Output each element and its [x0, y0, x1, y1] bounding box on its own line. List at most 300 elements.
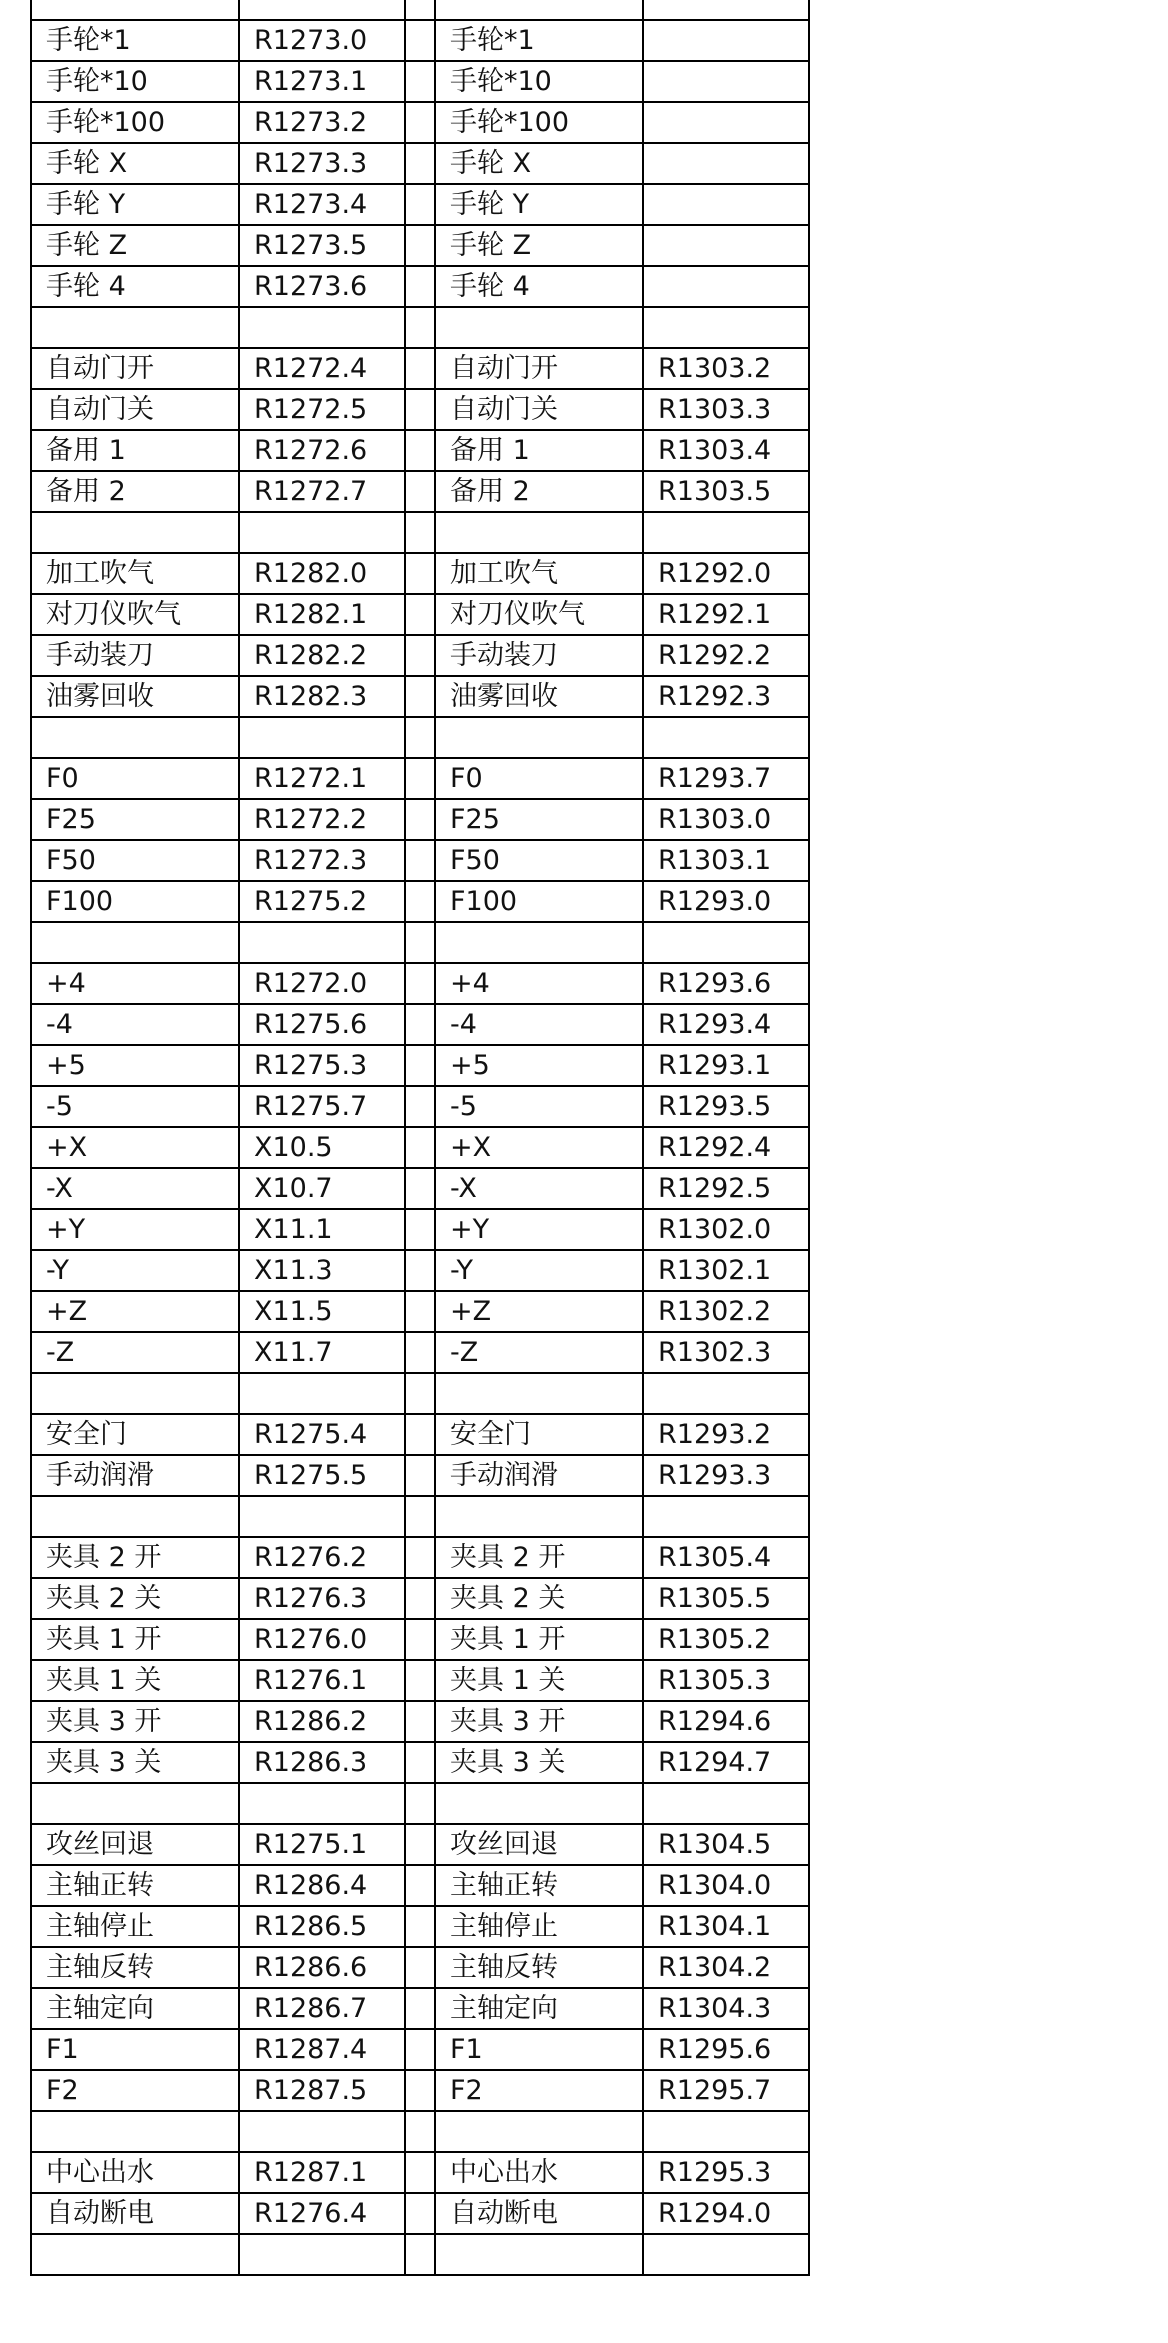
left-address-cell: X11.5	[239, 1291, 405, 1332]
left-signal-name-cell	[31, 1373, 239, 1414]
right-address-cell: R1292.0	[643, 553, 809, 594]
table-row	[31, 1004, 809, 1045]
right-address-cell: R1302.0	[643, 1209, 809, 1250]
right-signal-name-cell: 手轮 Z	[435, 225, 643, 266]
separator-cell	[405, 0, 435, 20]
separator-cell	[405, 2070, 435, 2111]
right-signal-name-cell: 手轮 Y	[435, 184, 643, 225]
left-address-cell: R1273.5	[239, 225, 405, 266]
separator-cell	[405, 307, 435, 348]
right-signal-name-cell: 夹具 1 开	[435, 1619, 643, 1660]
left-signal-name-cell: 主轴正转	[31, 1865, 239, 1906]
separator-cell	[405, 471, 435, 512]
separator-cell	[405, 1496, 435, 1537]
separator-cell	[405, 799, 435, 840]
separator-cell	[405, 717, 435, 758]
right-address-cell	[643, 307, 809, 348]
right-address-cell	[643, 1496, 809, 1537]
right-signal-name-cell: 攻丝回退	[435, 1824, 643, 1865]
separator-cell	[405, 1947, 435, 1988]
left-signal-name-cell: 攻丝回退	[31, 1824, 239, 1865]
table-row	[31, 1906, 809, 1947]
right-address-cell	[643, 102, 809, 143]
separator-cell	[405, 61, 435, 102]
left-signal-name-cell: 夹具 1 关	[31, 1660, 239, 1701]
table-row	[31, 635, 809, 676]
right-signal-name-cell	[435, 922, 643, 963]
left-address-cell: R1272.6	[239, 430, 405, 471]
right-signal-name-cell	[435, 512, 643, 553]
right-address-cell	[643, 1373, 809, 1414]
table-row	[31, 2234, 809, 2275]
left-signal-name-cell: 手轮*10	[31, 61, 239, 102]
separator-cell	[405, 2152, 435, 2193]
table-row	[31, 1660, 809, 1701]
separator-cell	[405, 1086, 435, 1127]
right-signal-name-cell	[435, 0, 643, 20]
table-row	[31, 1742, 809, 1783]
right-address-cell: R1293.3	[643, 1455, 809, 1496]
left-signal-name-cell: 中心出水	[31, 2152, 239, 2193]
left-address-cell: X11.3	[239, 1250, 405, 1291]
separator-cell	[405, 1783, 435, 1824]
left-signal-name-cell: 手动润滑	[31, 1455, 239, 1496]
separator-cell	[405, 1578, 435, 1619]
left-address-cell: R1275.7	[239, 1086, 405, 1127]
left-address-cell: R1275.4	[239, 1414, 405, 1455]
separator-cell	[405, 1701, 435, 1742]
right-address-cell: R1295.3	[643, 2152, 809, 2193]
left-signal-name-cell: F0	[31, 758, 239, 799]
table-row	[31, 1578, 809, 1619]
separator-cell	[405, 1537, 435, 1578]
right-address-cell	[643, 1783, 809, 1824]
table-row	[31, 307, 809, 348]
right-address-cell: R1294.7	[643, 1742, 809, 1783]
right-address-cell	[643, 717, 809, 758]
left-signal-name-cell	[31, 1496, 239, 1537]
right-signal-name-cell: 自动断电	[435, 2193, 643, 2234]
left-address-cell: R1272.0	[239, 963, 405, 1004]
left-address-cell: R1275.6	[239, 1004, 405, 1045]
table-row	[31, 1824, 809, 1865]
left-address-cell: R1273.2	[239, 102, 405, 143]
table-row	[31, 2070, 809, 2111]
table-row	[31, 348, 809, 389]
right-address-cell: R1295.6	[643, 2029, 809, 2070]
right-signal-name-cell: 手轮*100	[435, 102, 643, 143]
left-address-cell: R1272.5	[239, 389, 405, 430]
table-row	[31, 1783, 809, 1824]
right-signal-name-cell: 手轮 X	[435, 143, 643, 184]
separator-cell	[405, 1619, 435, 1660]
left-signal-name-cell: 夹具 1 开	[31, 1619, 239, 1660]
left-signal-name-cell: -5	[31, 1086, 239, 1127]
table-row	[31, 1086, 809, 1127]
separator-cell	[405, 20, 435, 61]
right-signal-name-cell: 加工吹气	[435, 553, 643, 594]
separator-cell	[405, 1988, 435, 2029]
right-address-cell: R1304.2	[643, 1947, 809, 1988]
right-signal-name-cell: 主轴正转	[435, 1865, 643, 1906]
left-signal-name-cell	[31, 307, 239, 348]
right-signal-name-cell: 自动门关	[435, 389, 643, 430]
left-signal-name-cell: 主轴定向	[31, 1988, 239, 2029]
right-signal-name-cell: 主轴停止	[435, 1906, 643, 1947]
right-signal-name-cell: 主轴定向	[435, 1988, 643, 2029]
left-signal-name-cell: -Z	[31, 1332, 239, 1373]
left-signal-name-cell: -4	[31, 1004, 239, 1045]
left-address-cell: R1286.5	[239, 1906, 405, 1947]
separator-cell	[405, 102, 435, 143]
left-address-cell	[239, 2111, 405, 2152]
right-signal-name-cell: 夹具 2 关	[435, 1578, 643, 1619]
left-address-cell	[239, 922, 405, 963]
right-address-cell	[643, 512, 809, 553]
left-signal-name-cell: +4	[31, 963, 239, 1004]
left-address-cell: R1286.3	[239, 1742, 405, 1783]
left-signal-name-cell: 主轴反转	[31, 1947, 239, 1988]
right-address-cell: R1304.5	[643, 1824, 809, 1865]
left-address-cell: R1275.2	[239, 881, 405, 922]
right-address-cell: R1304.3	[643, 1988, 809, 2029]
right-address-cell	[643, 143, 809, 184]
separator-cell	[405, 1209, 435, 1250]
separator-cell	[405, 635, 435, 676]
left-signal-name-cell: F2	[31, 2070, 239, 2111]
table-row	[31, 1619, 809, 1660]
right-signal-name-cell	[435, 2234, 643, 2275]
table-row	[31, 471, 809, 512]
left-address-cell: X11.7	[239, 1332, 405, 1373]
right-address-cell: R1303.4	[643, 430, 809, 471]
separator-cell	[405, 430, 435, 471]
right-signal-name-cell	[435, 307, 643, 348]
separator-cell	[405, 922, 435, 963]
left-address-cell: R1272.2	[239, 799, 405, 840]
separator-cell	[405, 963, 435, 1004]
right-signal-name-cell: 手动装刀	[435, 635, 643, 676]
table-row	[31, 1537, 809, 1578]
left-address-cell: X10.7	[239, 1168, 405, 1209]
table-row	[31, 2193, 809, 2234]
left-address-cell: R1286.7	[239, 1988, 405, 2029]
left-signal-name-cell: 夹具 2 开	[31, 1537, 239, 1578]
right-address-cell	[643, 2111, 809, 2152]
left-signal-name-cell: 手轮 4	[31, 266, 239, 307]
separator-cell	[405, 2234, 435, 2275]
left-address-cell: R1286.4	[239, 1865, 405, 1906]
right-address-cell: R1304.1	[643, 1906, 809, 1947]
right-signal-name-cell: -X	[435, 1168, 643, 1209]
table-row	[31, 594, 809, 635]
right-signal-name-cell: +Z	[435, 1291, 643, 1332]
separator-cell	[405, 1045, 435, 1086]
right-signal-name-cell: 夹具 2 开	[435, 1537, 643, 1578]
table-row	[31, 1332, 809, 1373]
left-address-cell: X11.1	[239, 1209, 405, 1250]
separator-cell	[405, 881, 435, 922]
left-address-cell	[239, 2234, 405, 2275]
table-row	[31, 1701, 809, 1742]
table-row	[31, 389, 809, 430]
table-row	[31, 676, 809, 717]
separator-cell	[405, 1742, 435, 1783]
table-row	[31, 1865, 809, 1906]
right-address-cell	[643, 922, 809, 963]
right-signal-name-cell: F100	[435, 881, 643, 922]
table-row	[31, 758, 809, 799]
separator-cell	[405, 2193, 435, 2234]
left-signal-name-cell: 手轮*100	[31, 102, 239, 143]
separator-cell	[405, 348, 435, 389]
left-signal-name-cell: 备用 2	[31, 471, 239, 512]
right-address-cell: R1295.7	[643, 2070, 809, 2111]
separator-cell	[405, 1250, 435, 1291]
separator-cell	[405, 184, 435, 225]
right-signal-name-cell: F2	[435, 2070, 643, 2111]
left-address-cell: X10.5	[239, 1127, 405, 1168]
right-signal-name-cell: 夹具 3 关	[435, 1742, 643, 1783]
right-signal-name-cell	[435, 1373, 643, 1414]
separator-cell	[405, 676, 435, 717]
left-signal-name-cell: 油雾回收	[31, 676, 239, 717]
left-address-cell: R1273.4	[239, 184, 405, 225]
table-row	[31, 430, 809, 471]
left-address-cell: R1272.3	[239, 840, 405, 881]
left-address-cell	[239, 1496, 405, 1537]
separator-cell	[405, 1660, 435, 1701]
left-address-cell: R1272.7	[239, 471, 405, 512]
right-signal-name-cell: -5	[435, 1086, 643, 1127]
right-address-cell	[643, 61, 809, 102]
table-row	[31, 184, 809, 225]
right-address-cell: R1303.2	[643, 348, 809, 389]
left-signal-name-cell: +Z	[31, 1291, 239, 1332]
table-row	[31, 102, 809, 143]
table-row	[31, 20, 809, 61]
table-row	[31, 922, 809, 963]
table-row	[31, 717, 809, 758]
right-address-cell: R1292.2	[643, 635, 809, 676]
table-row	[31, 266, 809, 307]
table-row	[31, 553, 809, 594]
left-address-cell	[239, 1783, 405, 1824]
right-signal-name-cell: 手轮 4	[435, 266, 643, 307]
left-address-cell: R1282.2	[239, 635, 405, 676]
left-signal-name-cell: 手轮 Z	[31, 225, 239, 266]
right-address-cell: R1294.0	[643, 2193, 809, 2234]
left-address-cell: R1276.3	[239, 1578, 405, 1619]
right-address-cell: R1293.7	[643, 758, 809, 799]
left-signal-name-cell	[31, 922, 239, 963]
left-signal-name-cell: 夹具 2 关	[31, 1578, 239, 1619]
separator-cell	[405, 758, 435, 799]
left-signal-name-cell: +X	[31, 1127, 239, 1168]
right-signal-name-cell	[435, 2111, 643, 2152]
right-signal-name-cell: F1	[435, 2029, 643, 2070]
right-address-cell: R1305.4	[643, 1537, 809, 1578]
right-signal-name-cell: +Y	[435, 1209, 643, 1250]
left-address-cell: R1275.1	[239, 1824, 405, 1865]
table-row	[31, 1947, 809, 1988]
left-address-cell: R1276.1	[239, 1660, 405, 1701]
table-row	[31, 881, 809, 922]
left-signal-name-cell	[31, 512, 239, 553]
left-signal-name-cell: 安全门	[31, 1414, 239, 1455]
left-address-cell: R1286.6	[239, 1947, 405, 1988]
separator-cell	[405, 266, 435, 307]
right-address-cell	[643, 225, 809, 266]
left-address-cell: R1272.1	[239, 758, 405, 799]
table-row	[31, 1127, 809, 1168]
right-address-cell: R1292.4	[643, 1127, 809, 1168]
left-signal-name-cell: 手动装刀	[31, 635, 239, 676]
left-address-cell: R1287.5	[239, 2070, 405, 2111]
separator-cell	[405, 225, 435, 266]
left-signal-name-cell	[31, 0, 239, 20]
right-address-cell	[643, 2234, 809, 2275]
left-address-cell: R1282.1	[239, 594, 405, 635]
right-address-cell: R1303.5	[643, 471, 809, 512]
right-address-cell: R1294.6	[643, 1701, 809, 1742]
right-address-cell	[643, 184, 809, 225]
left-signal-name-cell: -X	[31, 1168, 239, 1209]
left-address-cell: R1276.2	[239, 1537, 405, 1578]
right-address-cell: R1302.3	[643, 1332, 809, 1373]
left-address-cell	[239, 717, 405, 758]
left-signal-name-cell	[31, 2234, 239, 2275]
table-row	[31, 1455, 809, 1496]
table-row	[31, 2029, 809, 2070]
right-address-cell: R1305.2	[643, 1619, 809, 1660]
table-row	[31, 1496, 809, 1537]
right-signal-name-cell: 手轮*1	[435, 20, 643, 61]
left-address-cell: R1287.4	[239, 2029, 405, 2070]
right-signal-name-cell: 主轴反转	[435, 1947, 643, 1988]
left-address-cell: R1273.1	[239, 61, 405, 102]
right-signal-name-cell: 油雾回收	[435, 676, 643, 717]
left-signal-name-cell: F50	[31, 840, 239, 881]
table-row	[31, 1168, 809, 1209]
separator-cell	[405, 1824, 435, 1865]
left-address-cell: R1276.0	[239, 1619, 405, 1660]
right-address-cell: R1293.4	[643, 1004, 809, 1045]
right-address-cell	[643, 0, 809, 20]
left-signal-name-cell: +Y	[31, 1209, 239, 1250]
right-signal-name-cell: -4	[435, 1004, 643, 1045]
separator-cell	[405, 1455, 435, 1496]
right-signal-name-cell: F0	[435, 758, 643, 799]
table-row	[31, 799, 809, 840]
right-signal-name-cell	[435, 1496, 643, 1537]
separator-cell	[405, 840, 435, 881]
right-address-cell	[643, 20, 809, 61]
right-signal-name-cell: F50	[435, 840, 643, 881]
right-signal-name-cell: 中心出水	[435, 2152, 643, 2193]
left-address-cell: R1286.2	[239, 1701, 405, 1742]
signal-table	[30, 0, 810, 2276]
separator-cell	[405, 1373, 435, 1414]
right-signal-name-cell: 自动门开	[435, 348, 643, 389]
right-address-cell: R1293.1	[643, 1045, 809, 1086]
left-signal-name-cell: F25	[31, 799, 239, 840]
table-row	[31, 840, 809, 881]
right-signal-name-cell: 手动润滑	[435, 1455, 643, 1496]
right-signal-name-cell: 安全门	[435, 1414, 643, 1455]
table-row	[31, 1988, 809, 2029]
right-address-cell: R1293.0	[643, 881, 809, 922]
right-address-cell: R1302.1	[643, 1250, 809, 1291]
separator-cell	[405, 1414, 435, 1455]
left-address-cell: R1273.6	[239, 266, 405, 307]
left-signal-name-cell: 夹具 3 关	[31, 1742, 239, 1783]
left-address-cell	[239, 307, 405, 348]
left-signal-name-cell	[31, 1783, 239, 1824]
right-signal-name-cell: 夹具 3 开	[435, 1701, 643, 1742]
right-signal-name-cell: F25	[435, 799, 643, 840]
table-row	[31, 1209, 809, 1250]
right-signal-name-cell: -Y	[435, 1250, 643, 1291]
left-address-cell: R1273.3	[239, 143, 405, 184]
right-signal-name-cell: -Z	[435, 1332, 643, 1373]
right-address-cell: R1292.3	[643, 676, 809, 717]
left-signal-name-cell: 手轮*1	[31, 20, 239, 61]
right-signal-name-cell: +X	[435, 1127, 643, 1168]
left-signal-name-cell: 加工吹气	[31, 553, 239, 594]
left-signal-name-cell: 手轮 Y	[31, 184, 239, 225]
separator-cell	[405, 143, 435, 184]
separator-cell	[405, 2111, 435, 2152]
table-row	[31, 963, 809, 1004]
table-row	[31, 1414, 809, 1455]
left-address-cell: R1275.5	[239, 1455, 405, 1496]
right-signal-name-cell: +5	[435, 1045, 643, 1086]
right-address-cell: R1292.5	[643, 1168, 809, 1209]
table-row	[31, 2111, 809, 2152]
separator-cell	[405, 512, 435, 553]
right-signal-name-cell: 对刀仪吹气	[435, 594, 643, 635]
right-signal-name-cell	[435, 717, 643, 758]
separator-cell	[405, 389, 435, 430]
right-signal-name-cell: 手轮*10	[435, 61, 643, 102]
left-signal-name-cell	[31, 2111, 239, 2152]
right-address-cell: R1303.0	[643, 799, 809, 840]
left-address-cell	[239, 0, 405, 20]
separator-cell	[405, 1127, 435, 1168]
left-signal-name-cell: F1	[31, 2029, 239, 2070]
right-address-cell: R1293.5	[643, 1086, 809, 1127]
right-signal-name-cell: +4	[435, 963, 643, 1004]
left-signal-name-cell: 主轴停止	[31, 1906, 239, 1947]
separator-cell	[405, 1906, 435, 1947]
table-row	[31, 225, 809, 266]
right-address-cell	[643, 266, 809, 307]
left-signal-name-cell: 自动门开	[31, 348, 239, 389]
left-address-cell: R1282.0	[239, 553, 405, 594]
right-signal-name-cell: 夹具 1 关	[435, 1660, 643, 1701]
separator-cell	[405, 2029, 435, 2070]
separator-cell	[405, 553, 435, 594]
left-signal-name-cell: 备用 1	[31, 430, 239, 471]
right-address-cell: R1292.1	[643, 594, 809, 635]
left-signal-name-cell: +5	[31, 1045, 239, 1086]
left-address-cell	[239, 512, 405, 553]
table-row	[31, 2152, 809, 2193]
right-address-cell: R1302.2	[643, 1291, 809, 1332]
left-address-cell	[239, 1373, 405, 1414]
table-row	[31, 61, 809, 102]
